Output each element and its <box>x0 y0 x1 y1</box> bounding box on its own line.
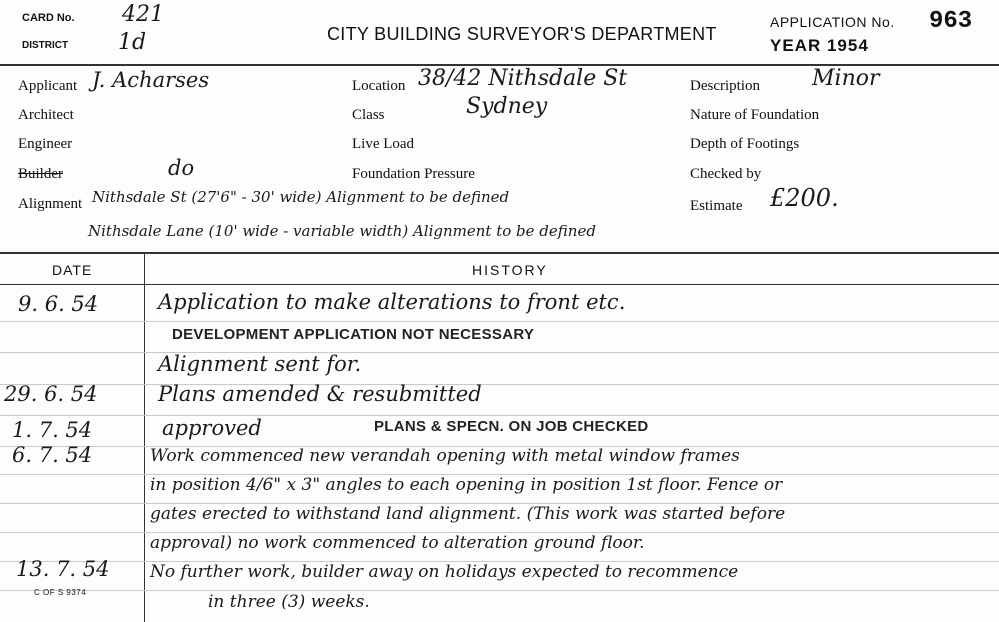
table-header-divider <box>0 284 999 285</box>
nature-of-foundation-label: Nature of Foundation <box>690 107 820 123</box>
alignment-value-2: Nithsdale Lane (10' wide - variable width) Alignment to be defined <box>88 222 596 240</box>
architect-label: Architect <box>18 107 74 123</box>
checked-by-label: Checked by <box>690 166 762 182</box>
estimate-label: Estimate <box>690 198 743 214</box>
fields-divider <box>0 252 999 254</box>
history-entry: Application to make alterations to front etc. <box>158 290 626 314</box>
foundation-pressure-label: Foundation Pressure <box>352 166 475 182</box>
history-entry: Work commenced new verandah opening with metal window frames <box>150 446 740 466</box>
history-column-header: HISTORY <box>472 262 548 278</box>
year-label: YEAR 1954 <box>770 36 869 55</box>
history-date: 13. 7. 54 <box>16 557 110 581</box>
card-no-label: CARD No. <box>22 12 75 24</box>
ruled-line <box>0 590 999 591</box>
history-entry: approved <box>162 416 262 440</box>
history-entry: in position 4/6" x 3" angles to each opening in position 1st floor. Fence or <box>150 475 783 495</box>
description-value: Minor <box>812 66 880 91</box>
district-label: DISTRICT <box>22 40 69 51</box>
applicant-value: J. Acharses <box>92 68 210 92</box>
ruled-line <box>0 352 999 353</box>
location-label: Location <box>352 78 406 94</box>
history-entry: approval) no work commenced to alteration ground floor. <box>150 533 645 553</box>
application-no-value: 963 <box>929 8 973 35</box>
description-label: Description <box>690 78 760 94</box>
location-value: 38/42 Nithsdale St <box>418 66 628 91</box>
ruled-line <box>0 321 999 322</box>
district-value: 1d <box>118 30 147 55</box>
plans-checked-stamp: PLANS & SPECN. ON JOB CHECKED <box>374 418 649 435</box>
builder-label: Builder <box>18 166 63 182</box>
class-value: Sydney <box>466 94 548 119</box>
live-load-label: Live Load <box>352 136 415 152</box>
builder-value: do <box>168 156 195 180</box>
history-date: 6. 7. 54 <box>12 443 93 467</box>
depth-of-footings-label: Depth of Footings <box>690 136 800 152</box>
department-title: CITY BUILDING SURVEYOR'S DEPARTMENT <box>327 24 717 44</box>
engineer-label: Engineer <box>18 136 73 152</box>
alignment-label: Alignment <box>18 196 83 212</box>
estimate-value: £200. <box>770 184 839 212</box>
class-label: Class <box>352 107 385 123</box>
applicant-label: Applicant <box>18 78 78 94</box>
ruled-line <box>0 415 999 416</box>
form-code: C OF S 9374 <box>34 588 87 597</box>
card-no-value: 421 <box>122 2 164 27</box>
application-no-label: APPLICATION No. <box>770 14 895 30</box>
history-entry: Plans amended & resubmitted <box>158 382 482 406</box>
history-entry: No further work, builder away on holidays expected to recommence <box>150 562 739 582</box>
history-date: 1. 7. 54 <box>12 418 93 442</box>
date-column-header: DATE <box>52 262 93 278</box>
history-entry: gates erected to withstand land alignment. (This work was started before <box>150 504 786 524</box>
date-column-divider <box>144 253 145 622</box>
history-entry: Alignment sent for. <box>158 352 362 376</box>
alignment-value-1: Nithsdale St (27'6" - 30' wide) Alignment to be defined <box>92 188 510 206</box>
history-date: 29. 6. 54 <box>4 382 98 406</box>
history-entry: in three (3) weeks. <box>208 592 370 612</box>
ruled-line <box>0 384 999 385</box>
development-stamp: DEVELOPMENT APPLICATION NOT NECESSARY <box>172 326 535 343</box>
history-date: 9. 6. 54 <box>18 292 99 316</box>
